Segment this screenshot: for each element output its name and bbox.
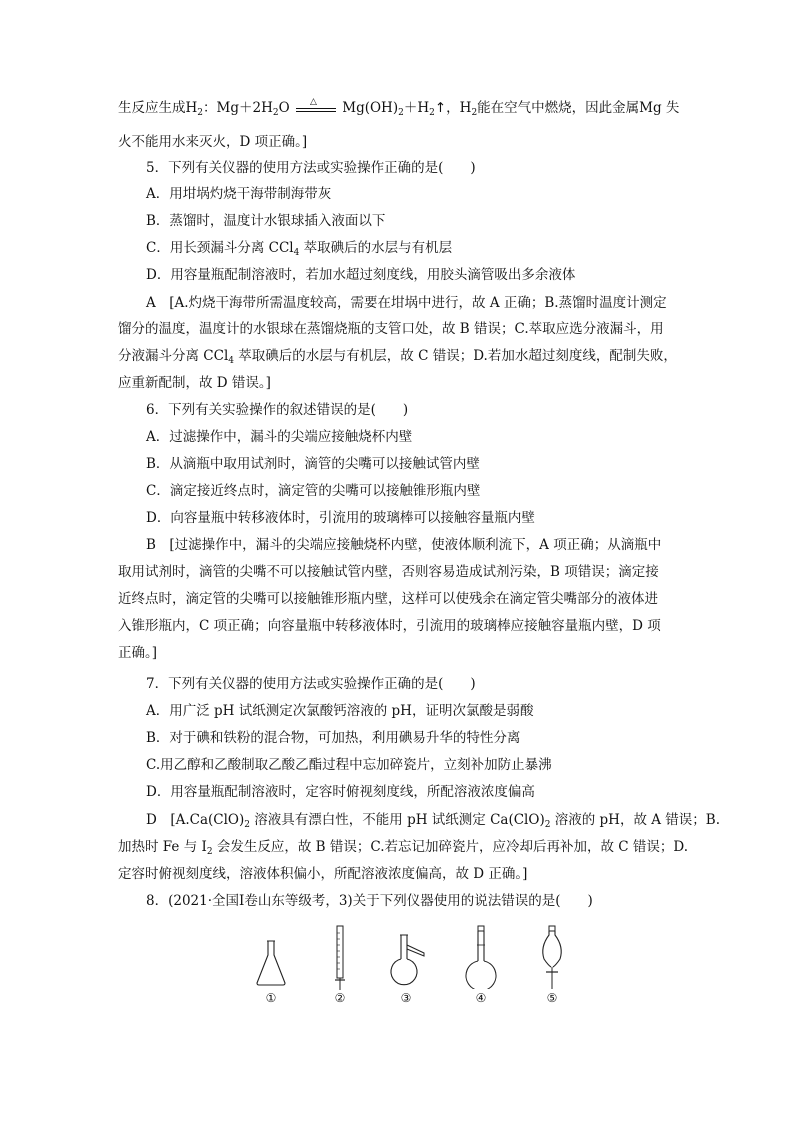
answer7-line3: 定容时俯视刻度线，溶液体积偏小，所配溶液浓度偏高，故 D 正确。] bbox=[118, 866, 528, 882]
answer7-line1: D [$A.Ca(ClO)_2$ 溶液具有漂白性，不能用 pH 试纸测定 $Ca(ClO)_2$ 溶液的 pH，故 A 错误；B. bbox=[146, 812, 720, 830]
answer7-line2: 加热时 Fe 与 $I_2$ 会发生反应，故 B 错误；C.若忘记加碎瓷片，应冷却后再补加，故 C 错误；D. bbox=[118, 839, 689, 857]
apparatus-figure bbox=[250, 925, 590, 1007]
burette-icon bbox=[332, 925, 348, 991]
question5-option-b: B．蒸馏时，温度计水银球插入液面以下 bbox=[146, 213, 386, 229]
question5-option-c: C．用长颈漏斗分离 CCl$_4$ 萃取碘后的水层与有机层 bbox=[146, 240, 453, 258]
distillation-flask-icon bbox=[386, 933, 430, 989]
answer6-line2: 取用试剂时，滴管的尖嘴不可以接触试管内壁，否则容易造成试剂污染，B 项错误；滴定接 bbox=[118, 564, 659, 580]
question7-option-a: A．用广泛 pH 试纸测定次氯酸钙溶液的 pH，证明次氯酸是弱酸 bbox=[146, 703, 534, 719]
question7-option-c: C.用乙醇和乙酸制取乙酸乙酯过程中忘加碎瓷片，立刻补加防止暴沸 bbox=[146, 757, 552, 773]
apparatus-label-2: ② bbox=[334, 991, 346, 1005]
question7-option-d: D．用容量瓶配制溶液时，定容时俯视刻度线，所配溶液浓度偏高 bbox=[146, 784, 535, 800]
volumetric-flask-icon bbox=[464, 925, 498, 989]
question8-stem: 8．(2021·全国Ⅰ卷山东等级考，3)关于下列仪器使用的说法错误的是( ) bbox=[146, 893, 593, 909]
gas-arrow: ↑ bbox=[434, 100, 447, 116]
question5-stem: 5．下列有关仪器的使用方法或实验操作正确的是( ) bbox=[146, 160, 476, 176]
answer6-line5: 正确。] bbox=[118, 645, 158, 661]
apparatus-label-3: ③ bbox=[400, 991, 412, 1005]
answer4-line1: 生反应生成$H_2$：$Mg+2H_2O$ △ $Mg(OH)_2+H_2↑$，$H_2$能在空气中燃烧，因此金属Mg 失 bbox=[118, 99, 679, 117]
answer6-line3: 近终点时，滴定管的尖嘴可以接触锥形瓶内壁，这样可以使残余在滴定管尖嘴部分的液体进 bbox=[118, 591, 658, 607]
answer5-line4: 应重新配制，故 D 错误。] bbox=[118, 375, 271, 391]
apparatus-label-1: ① bbox=[265, 991, 277, 1005]
question6-stem: 6．下列有关实验操作的叙述错误的是( ) bbox=[146, 402, 409, 418]
heat-condition-arrow bbox=[296, 96, 336, 116]
separatory-funnel-icon bbox=[538, 925, 566, 991]
apparatus-label-4: ④ bbox=[475, 991, 487, 1005]
conical-flask-icon bbox=[254, 939, 288, 987]
equal-bar-top bbox=[296, 108, 336, 109]
question6-option-b: B．从滴瓶中取用试剂时，滴管的尖嘴可以接触试管内壁 bbox=[146, 456, 480, 472]
answer5-line1: A [A.灼烧干海带所需温度较高，需要在坩埚中进行，故 A 正确；B.蒸馏时温度计测定 bbox=[146, 295, 667, 311]
question6-option-d: D．向容量瓶中转移液体时，引流用的玻璃棒可以接触容量瓶内壁 bbox=[146, 510, 535, 526]
answer5-line2: 馏分的温度，温度计的水银球在蒸馏烧瓶的支管口处，故 B 错误；C.萃取应选分液漏斗，用 bbox=[118, 321, 664, 337]
question6-option-c: C．滴定接近终点时，滴定管的尖嘴可以接触锥形瓶内壁 bbox=[146, 483, 481, 499]
answer4-line2: 火不能用水来灭火，D 项正确。] bbox=[118, 134, 308, 150]
equal-bar-bottom bbox=[296, 111, 336, 112]
question5-option-a: A．用坩埚灼烧干海带制海带灰 bbox=[146, 186, 332, 202]
question7-stem: 7．下列有关仪器的使用方法或实验操作正确的是( ) bbox=[146, 676, 476, 692]
question6-option-a: A．过滤操作中，漏斗的尖端应接触烧杯内壁 bbox=[146, 429, 413, 445]
answer6-line4: 入锥形瓶内，C 项正确；向容量瓶中转移液体时，引流用的玻璃棒应接触容量瓶内壁，D 项 bbox=[118, 618, 661, 634]
apparatus-label-5: ⑤ bbox=[546, 991, 558, 1005]
heat-symbol: △ bbox=[309, 96, 317, 107]
answer6-line1: B [过滤操作中，漏斗的尖端应接触烧杯内壁，使液体顺利流下，A 项正确；从滴瓶中 bbox=[146, 537, 662, 553]
answer5-line3: 分液漏斗分离 CCl$_4$ 萃取碘后的水层与有机层，故 C 错误；D.若加水超过刻度线，配制失败， bbox=[118, 348, 677, 366]
question7-option-b: B．对于碘和铁粉的混合物，可加热，利用碘易升华的特性分离 bbox=[146, 730, 521, 746]
question5-option-d: D．用容量瓶配制溶液时，若加水超过刻度线，用胶头滴管吸出多余液体 bbox=[146, 267, 576, 283]
